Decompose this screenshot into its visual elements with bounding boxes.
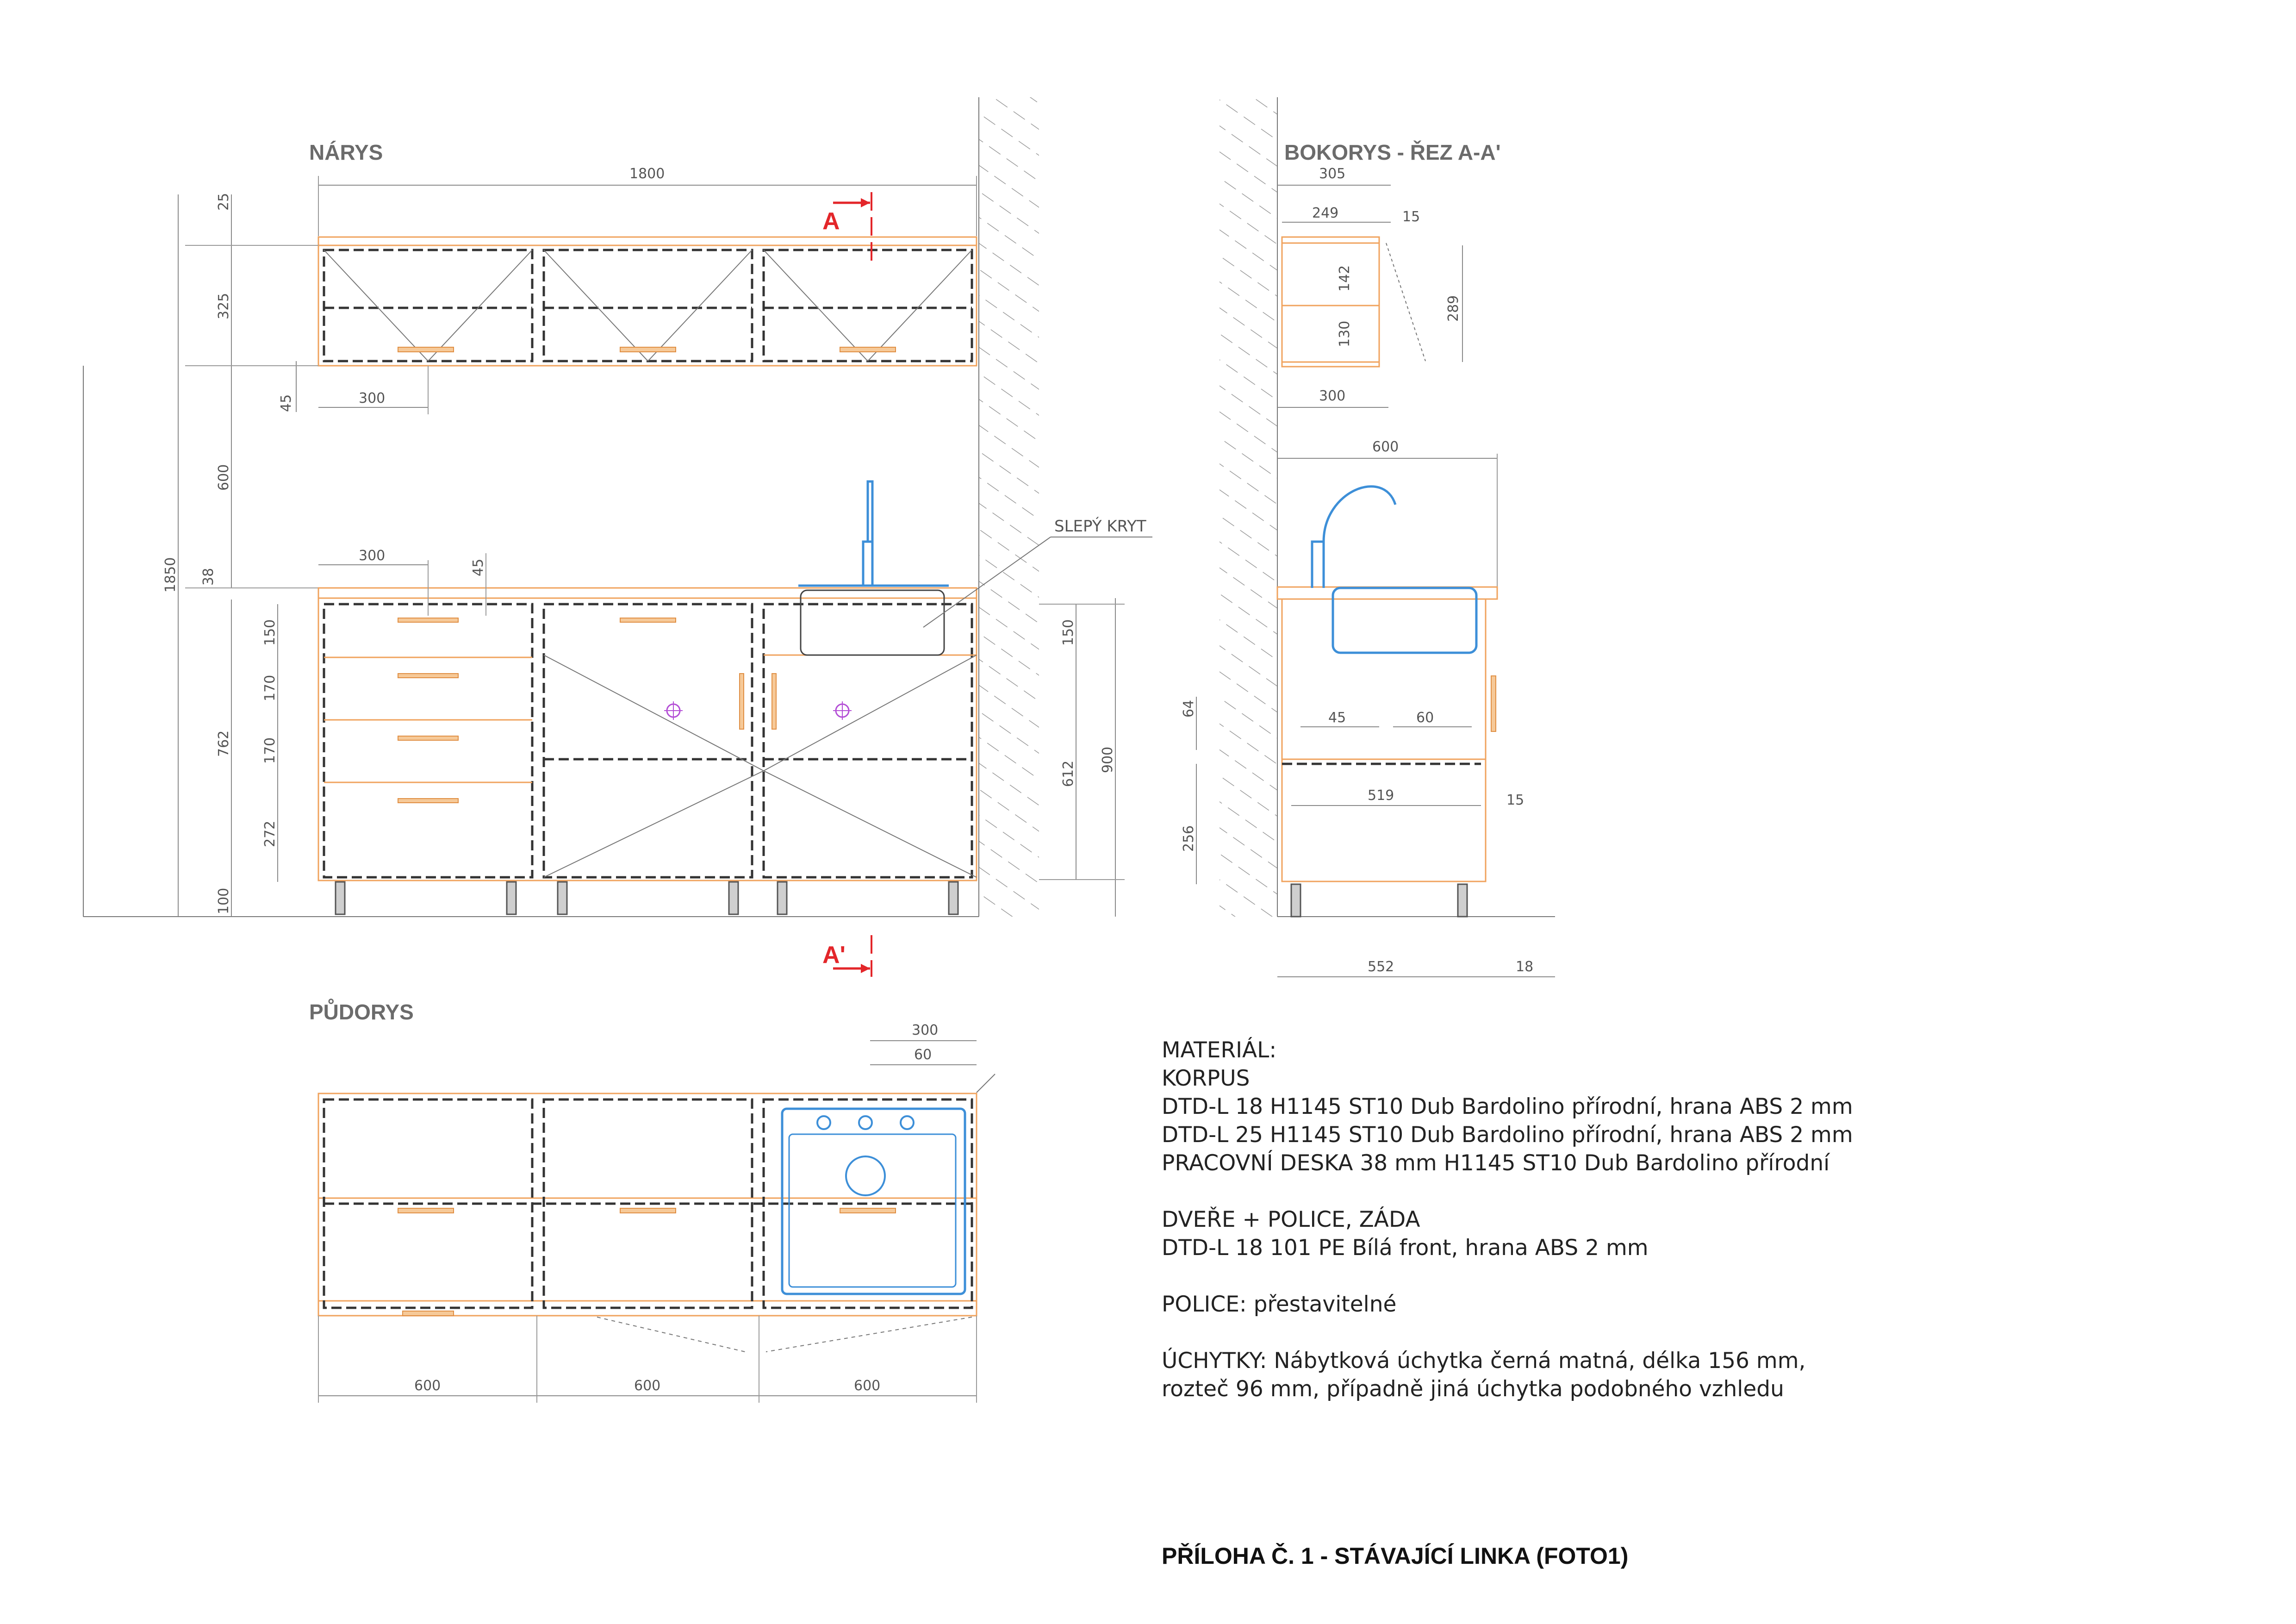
- material-line-3: PRACOVNÍ DESKA 38 mm H1145 ST10 Dub Bardolino přírodní: [1162, 1150, 1830, 1176]
- cut-mark-top: [822, 192, 871, 266]
- upper-gap-label: 15: [1402, 209, 1420, 225]
- doors-line: DTD-L 18 101 PE Bílá front, hrana ABS 2 mm: [1162, 1235, 1649, 1261]
- cut-mark-bottom: [822, 935, 871, 977]
- blind-cover-label: SLEPÝ KRYT: [1054, 517, 1146, 536]
- upper-total-label: 289: [1445, 295, 1462, 322]
- upper-bottom-depth-label: 300: [1319, 388, 1346, 404]
- wall-hatch: [979, 97, 1039, 917]
- drawer-handle-2: [398, 674, 458, 678]
- doors-heading: DVEŘE + POLICE, ZÁDA: [1162, 1207, 1420, 1232]
- upper-top-panel: [318, 237, 977, 245]
- plan-drain: [846, 1156, 885, 1195]
- drawer1-label: 150: [262, 619, 278, 646]
- base-depth-label: 552: [1368, 959, 1394, 975]
- material-notes: [1162, 1036, 2180, 1403]
- carcass-label: 762: [216, 730, 232, 757]
- side-carcass: [1282, 599, 1486, 881]
- drawer2-label: 170: [262, 675, 278, 701]
- shelf-left-label: 45: [1328, 710, 1346, 726]
- plan-module-3-label: 600: [854, 1378, 881, 1394]
- material-line-2: DTD-L 25 H1145 ST10 Dub Bardolino přírodní, hrana ABS 2 mm: [1162, 1122, 1853, 1148]
- lower-handle-inset-label: 300: [359, 548, 386, 564]
- upper-shelf-top-label: 142: [1337, 265, 1353, 292]
- upper-handle-1: [398, 347, 454, 352]
- handle-offset-label: 45: [278, 394, 294, 412]
- upper-shelf-bottom-label: 130: [1337, 320, 1353, 347]
- material-heading: MATERIÁL:: [1162, 1037, 1277, 1063]
- cut-label-top: A: [822, 208, 840, 235]
- side-wall-hatch: [1220, 97, 1277, 917]
- side-sink: [1333, 588, 1476, 653]
- upper-handle-2: [620, 347, 676, 352]
- upper-cabinet-3: [764, 250, 972, 361]
- plan-module-2-label: 600: [634, 1378, 661, 1394]
- upper-handle-inset-label: 300: [359, 390, 386, 406]
- handles-line-2: rozteč 96 mm, případně jiná úchytka podobného vzhledu: [1162, 1376, 1784, 1402]
- top-gap-label: 25: [216, 193, 232, 211]
- shelf-height-label: 64: [1181, 700, 1197, 718]
- door-handle-left: [740, 674, 744, 729]
- upper-inner-label: 249: [1312, 205, 1339, 221]
- total-height-label: 1850: [162, 557, 179, 593]
- door-handle-right: [772, 674, 776, 729]
- front-view: [83, 97, 1152, 977]
- drawer3-label: 170: [262, 737, 278, 764]
- upper-depth-label: 305: [1319, 166, 1346, 182]
- front-view-title: NÁRYS: [309, 140, 383, 164]
- upper-cabinet-1: [324, 250, 532, 361]
- plan-module-1-label: 600: [414, 1378, 441, 1394]
- lower-module-door-left: [544, 604, 764, 877]
- handles-line-1: ÚCHYTKY: Nábytková úchytka černá matná, délka 156 mm,: [1162, 1348, 1806, 1374]
- shelves-line: POLICE: přestavitelné: [1162, 1292, 1397, 1317]
- material-korpus: KORPUS: [1162, 1066, 1250, 1091]
- right-body-label: 612: [1060, 760, 1076, 787]
- shelf-gap-label: 15: [1506, 792, 1524, 808]
- attachment-footer: PŘÍLOHA Č. 1 - STÁVAJÍCÍ LINKA (FOTO1): [1162, 1543, 1629, 1569]
- worktop-label: 38: [200, 568, 217, 586]
- drawer-handle-4: [398, 799, 458, 803]
- lower-handle-offset-label: 45: [470, 558, 486, 576]
- lower-module-drawers: [324, 604, 532, 877]
- bottom-height-label: 256: [1181, 825, 1197, 852]
- right-total-label: 900: [1100, 746, 1116, 773]
- lower-depth-label: 600: [1372, 439, 1399, 455]
- sink-offset-label: 60: [914, 1047, 932, 1063]
- upper-cabinet-2: [544, 250, 752, 361]
- shelf-width-label: 519: [1368, 787, 1394, 804]
- material-line-1: DTD-L 18 H1145 ST10 Dub Bardolino přírodní, hrana ABS 2 mm: [1162, 1094, 1853, 1119]
- drawer-handle-3: [398, 736, 458, 740]
- side-view-title: BOKORYS - ŘEZ A-A': [1284, 140, 1501, 164]
- shelf-right-label: 60: [1416, 710, 1434, 726]
- faucet-body: [863, 542, 872, 586]
- upper-section: [1282, 237, 1379, 367]
- plinth-label: 100: [216, 887, 232, 914]
- upper-handle-3: [840, 347, 896, 352]
- cut-label-bottom: A': [822, 942, 846, 968]
- plan-view-title: PŮDORYS: [309, 1000, 414, 1024]
- wall-gap-label: 600: [216, 464, 232, 491]
- lower-module-sink: [764, 481, 977, 877]
- plan-view: [309, 999, 995, 1403]
- side-faucet: [1312, 542, 1324, 588]
- upper-height-label: 325: [216, 293, 232, 319]
- sink-bowl: [801, 590, 944, 655]
- drawer-handle-1: [398, 618, 458, 622]
- sink-depth-label: 300: [912, 1022, 939, 1038]
- worktop: [318, 588, 977, 598]
- plan-module-2: [544, 1099, 752, 1308]
- plan-sink: [782, 1109, 965, 1294]
- width-dim-label: 1800: [629, 166, 665, 182]
- right-top-label: 150: [1060, 619, 1076, 646]
- side-door-handle: [1491, 676, 1496, 731]
- base-gap-label: 18: [1516, 959, 1534, 975]
- legs: [336, 882, 958, 914]
- drawer4-label: 272: [262, 820, 278, 847]
- side-view: [1181, 97, 1555, 977]
